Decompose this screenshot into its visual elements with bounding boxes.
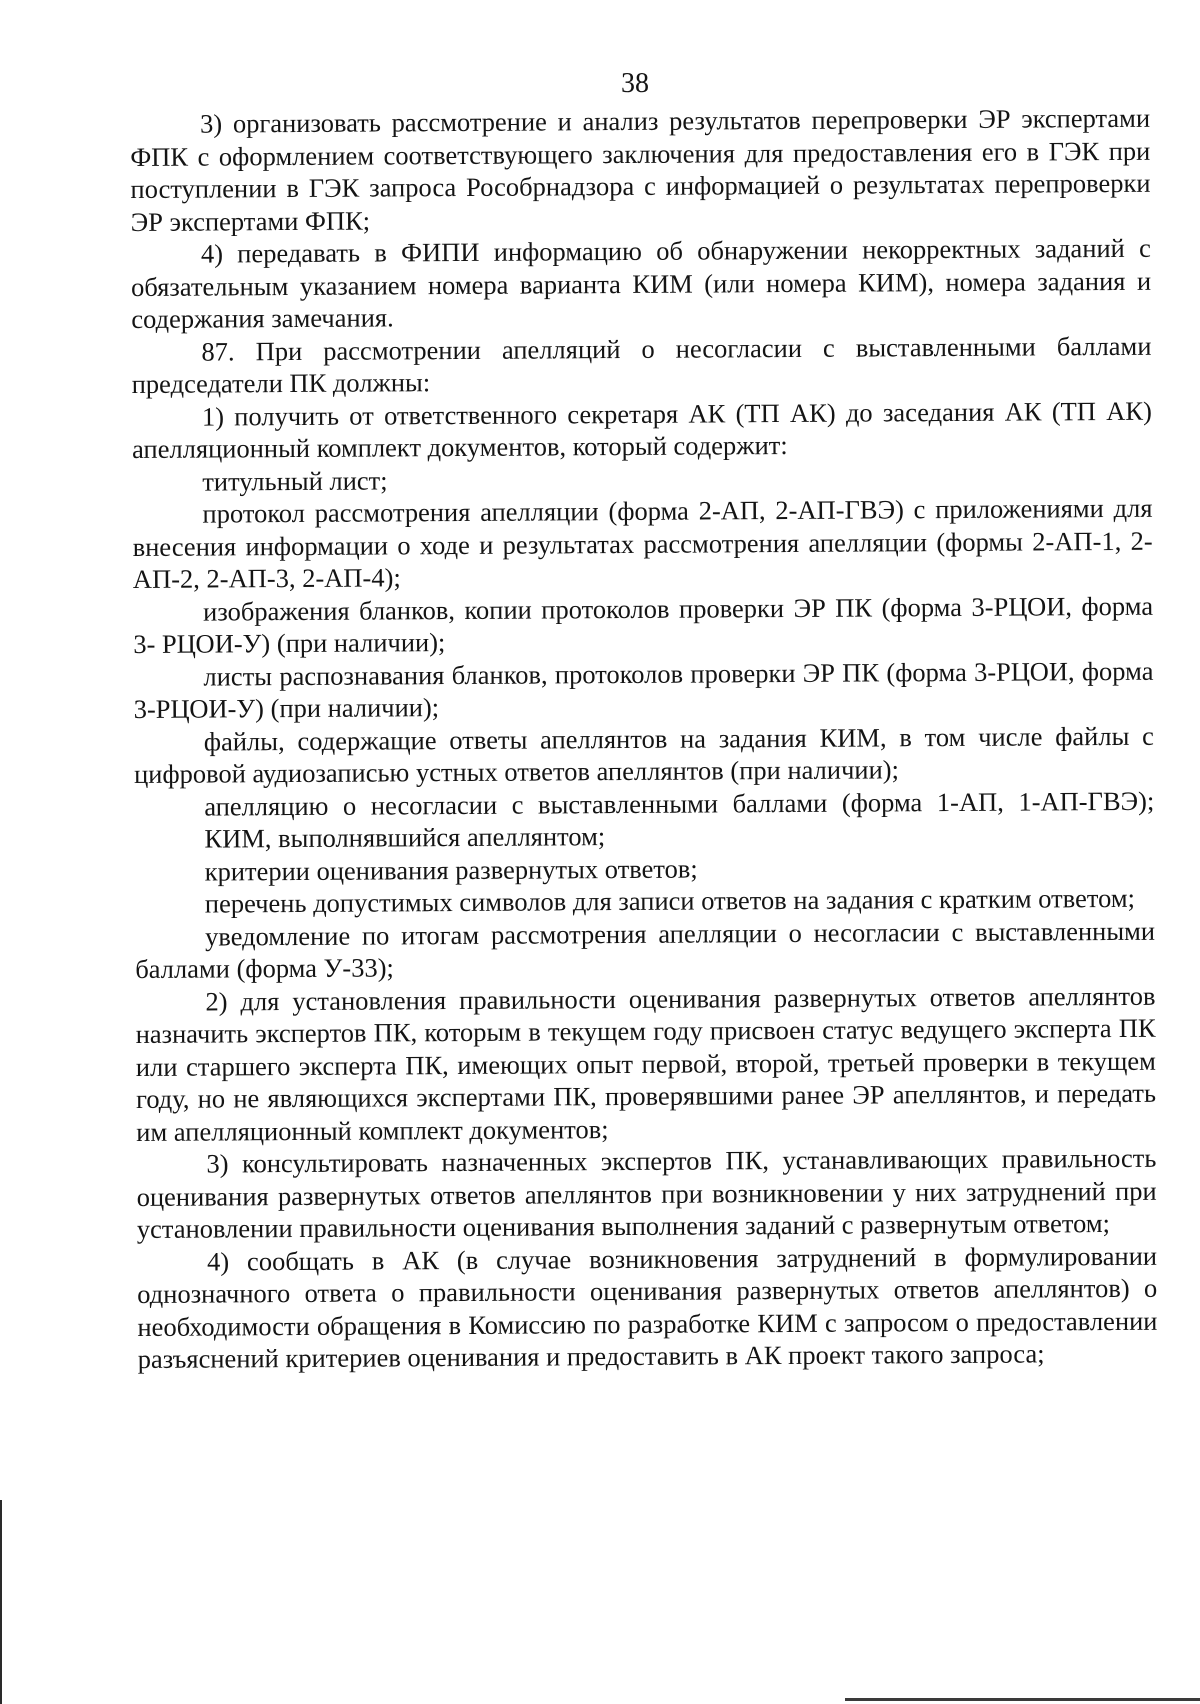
list-item-blank-images: изображения бланков, копии протоколов проверки ЭР ПК (форма 3-РЦОИ, форма 3- РЦОИ-У) (при наличии); (133, 590, 1154, 659)
list-item-recognition-sheets: листы распознавания бланков, протоколов проверки ЭР ПК (форма 3-РЦОИ, форма 3-РЦОИ-У) (при наличии); (133, 655, 1154, 724)
list-item-appeal-form: апелляцию о несогласии с выставленными баллами (форма 1-АП, 1-АП-ГВЭ); (204, 785, 1155, 822)
list-item-criteria: критерии оценивания развернутых ответов; (204, 853, 698, 887)
scan-edge-bottom (845, 1698, 1200, 1701)
list-item-appeal-protocol: протокол рассмотрения апелляции (форма 2-АП, 2-АП-ГВЭ) с приложениями для внесения информации о ходе и результатах рассмотрения апелляции (формы 2-АП-1, 2-АП-2, 2-АП-3, 2-АП-4); (132, 492, 1153, 594)
list-item-symbols: перечень допустимых символов для записи ответов на задания с кратким ответом; (204, 882, 1136, 919)
paragraph-inform-ak: 4) сообщать в АК (в случае возникновения затруднений в формулировании однозначного ответа о правильности оценивания развернутых ответов апеллянтов) о необходимости обращения в Комиссию по разработке КИМ с запросом о предоставлении разъяснений критериев оценивания и предоставить в АК проект такого запроса; (137, 1240, 1158, 1374)
document-body (130, 102, 1158, 1376)
paragraph-assign-experts: 2) для установления правильности оценивания развернутых ответов апеллянтов назначить экспертов ПК, которым в текущем году присвоен статус ведущего эксперта ПК или старшего эксперта ПК, имеющих опыт первой, второй, третьей проверки в текущем году, но не являющихся экспертами ПК, проверявшими ранее ЭР апеллянтов, и передать им апелляционный комплект документов; (135, 980, 1157, 1147)
paragraph-receive-kit: 1) получить от ответственного секретаря АК (ТП АК) до заседания АК (ТП АК) апелляционный комплект документов, который содержит: (131, 395, 1152, 464)
list-item-title-page: титульный лист; (202, 464, 388, 497)
page-number: 38 (621, 68, 649, 99)
list-item-notification: уведомление по итогам рассмотрения апелляции о несогласии с выставленными баллами (форма У-33); (135, 915, 1156, 984)
paragraph-consult-experts: 3) консультировать назначенных экспертов ПК, устанавливающих правильность оценивания развернутых ответов апеллянтов при возникновении у них затруднений при установлении правильности оценивания выполнения заданий с развернутым ответом; (136, 1142, 1157, 1244)
paragraph-section-87: 87. При рассмотрении апелляций о несогласии с выставленными баллами председатели ПК должны: (131, 330, 1152, 399)
list-item-answer-files: файлы, содержащие ответы апеллянтов на задания КИМ, в том числе файлы с цифровой аудиозаписью устных ответов апеллянтов (при наличии); (133, 720, 1154, 789)
paragraph-review-results: 3) организовать рассмотрение и анализ результатов перепроверки ЭР экспертами ФПК с оформлением соответствующего заключения для предоставления его в ГЭК при поступлении в ГЭК запроса Рособрнадзора с информацией о результатах перепроверки ЭР экспертами ФПК; (130, 102, 1151, 237)
paragraph-report-fipi: 4) передавать в ФИПИ информацию об обнаружении некорректных заданий с обязательным указанием номера варианта КИМ (или номера КИМ), номера задания и содержания замечания. (130, 232, 1152, 334)
list-item-kim: КИМ, выполнявшийся апеллянтом; (204, 821, 606, 854)
scan-edge-left (0, 1500, 2, 1704)
